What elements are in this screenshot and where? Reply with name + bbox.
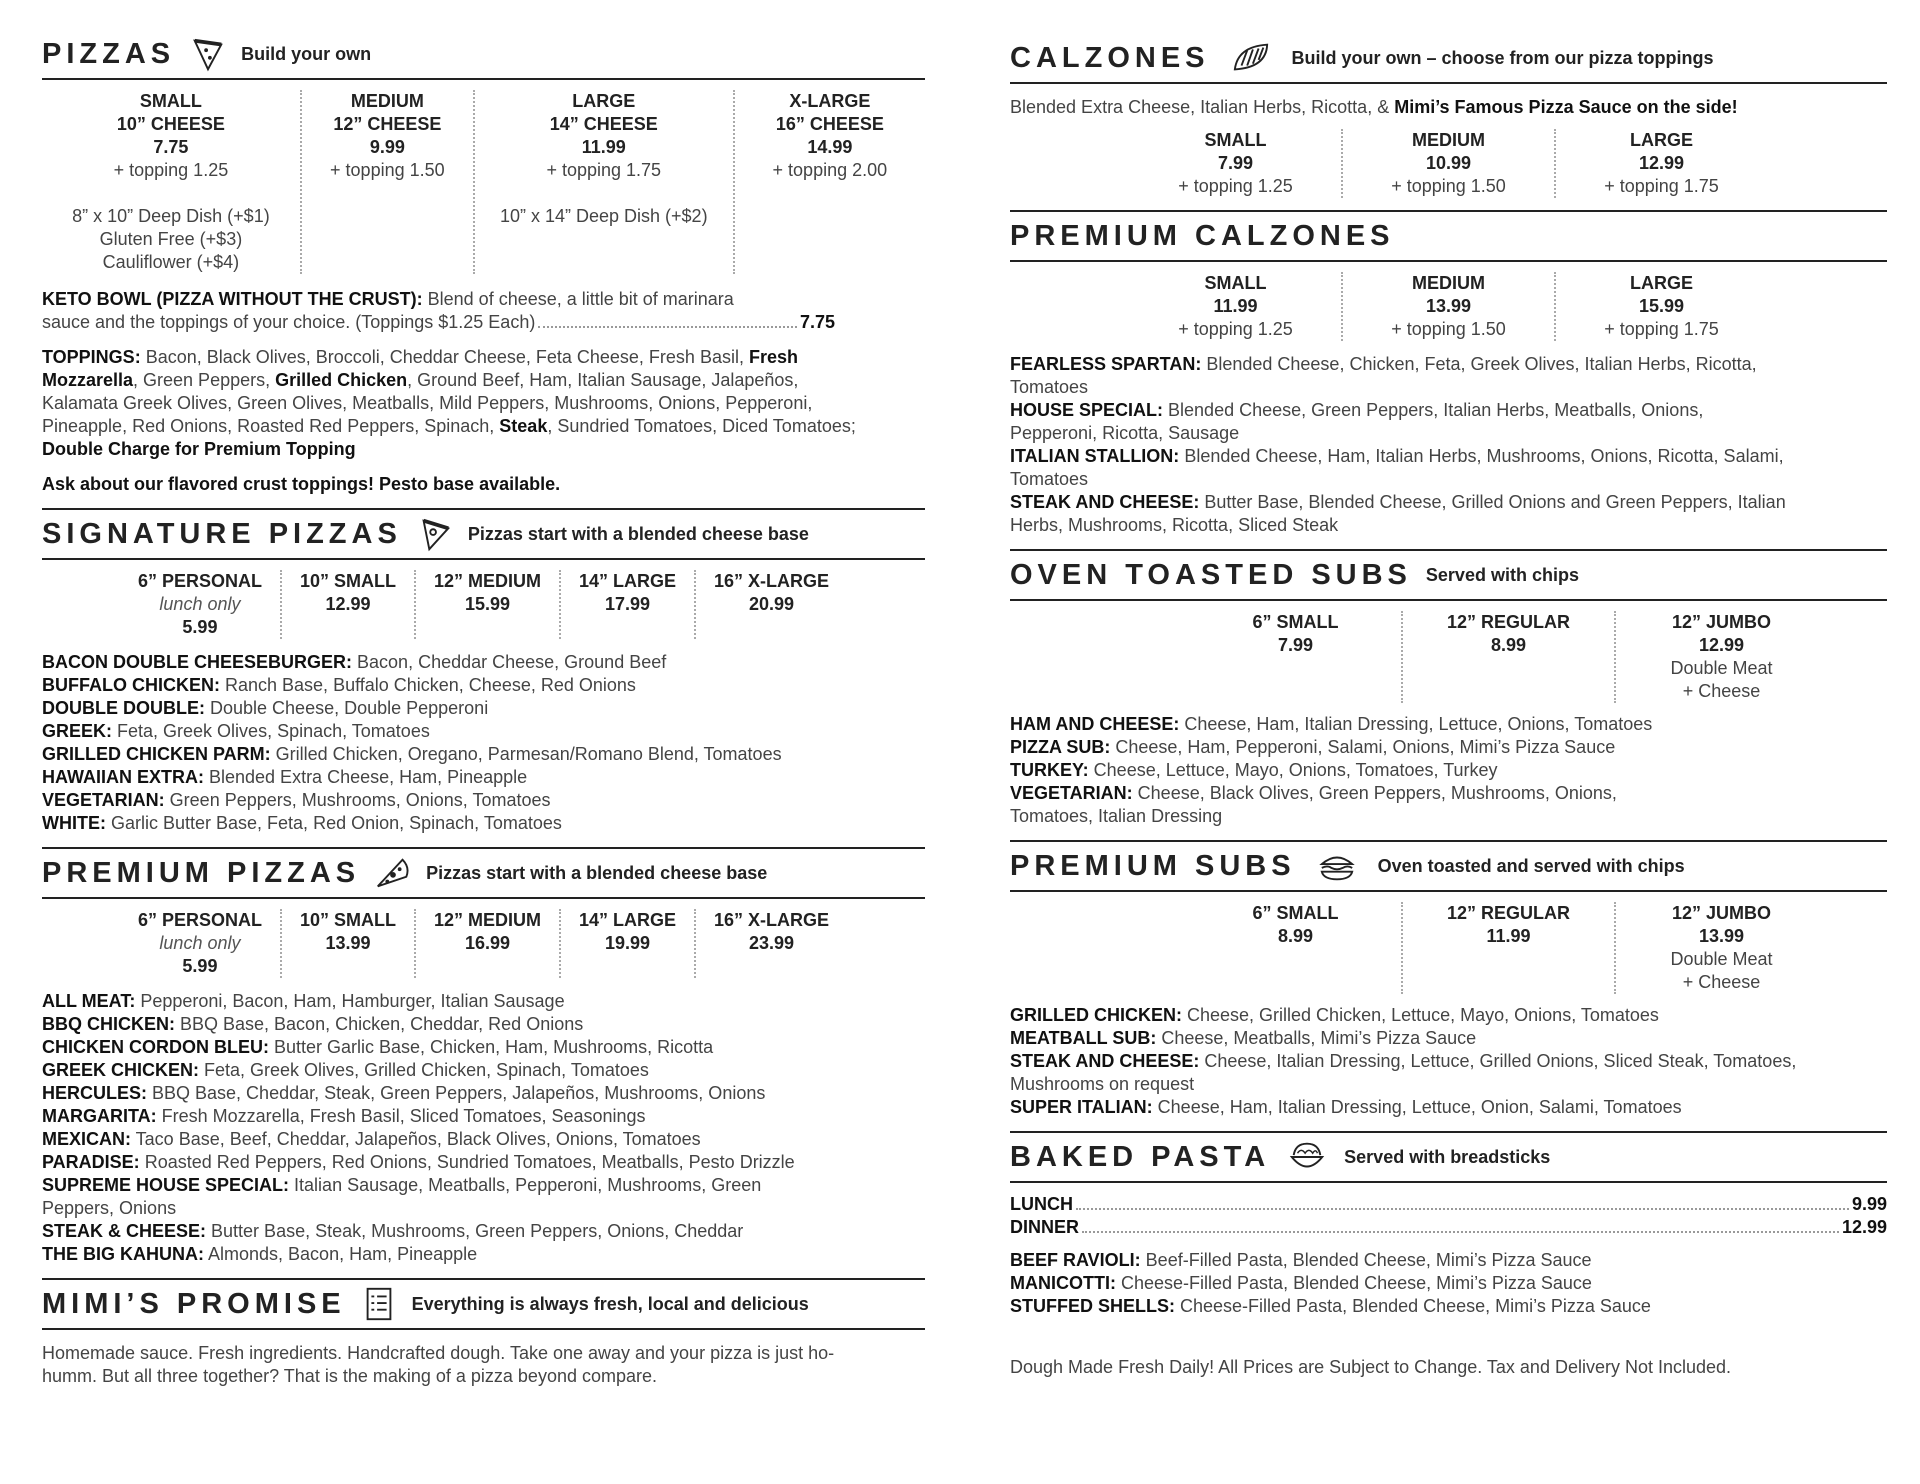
size-price: 12.99 (1638, 153, 1685, 173)
size-name: MEDIUM (1412, 130, 1485, 150)
pizzas-title: PIZZAS (42, 37, 176, 70)
list-item (1010, 1004, 1887, 1027)
item-desc: Blended Cheese, Ham, Italian Herbs, Mushrooms, Onions, Ricotta, Salami, Tomatoes (1010, 446, 1784, 489)
item-name: MEXICAN: (42, 1129, 131, 1149)
size-price: 15.99 (464, 594, 511, 614)
item-name: PARADISE: (42, 1152, 140, 1172)
item-desc: Garlic Butter Base, Feta, Red Onion, Spinach, Tomatoes (105, 813, 562, 833)
item-name: HOUSE SPECIAL: (1010, 400, 1164, 420)
dot-leader (538, 326, 797, 328)
item-name: HAM AND CHEESE: (1010, 714, 1180, 734)
item-name: DOUBLE DOUBLE: (42, 698, 205, 718)
keto-desc-2: sauce and the toppings of your choice. (Toppings $1.25 Each) (42, 312, 536, 332)
topping-price: + topping 1.50 (1391, 176, 1506, 196)
item-desc: Blended Cheese, Chicken, Feta, Greek Olives, Italian Herbs, Ricotta, Tomatoes (1010, 354, 1757, 397)
premium-subs-subtitle: Oven toasted and served with chips (1377, 855, 1685, 876)
item-name: STEAK & CHEESE: (42, 1221, 207, 1241)
list-item (42, 1151, 902, 1174)
footer-note: Dough Made Fresh Daily! All Prices are Subject to Change. Tax and Delivery Not Included. (1010, 1357, 1732, 1377)
size-name: LARGE (1630, 273, 1693, 293)
list-item (42, 1059, 902, 1082)
keto-price-line (42, 311, 925, 334)
item-name: HERCULES: (42, 1083, 148, 1103)
item-desc: Grilled Chicken, Oregano, Parmesan/Romano Blend, Tomatoes (270, 744, 782, 764)
item-desc: Cheese, Grilled Chicken, Lettuce, Mayo, Onions, Tomatoes (1182, 1005, 1659, 1025)
size-name: LARGE (1630, 130, 1693, 150)
premium-calzone-size-small (1130, 272, 1341, 341)
subs-price-grid (1130, 611, 1887, 703)
item-name: HAWAIIAN EXTRA: (42, 767, 204, 787)
item-name: VEGETARIAN: (42, 790, 165, 810)
item-name: BACON DOUBLE CHEESEBURGER: (42, 652, 353, 672)
premium-size-large (559, 909, 694, 978)
size-name: 14” LARGE (579, 910, 677, 930)
item-desc: Cheese, Ham, Pepperoni, Salami, Onions, Mimi’s Pizza Sauce (1110, 737, 1616, 757)
item-name: STEAK AND CHEESE: (1010, 1051, 1200, 1071)
topping-price: + topping 1.75 (546, 160, 662, 180)
item-name: VEGETARIAN: (1010, 783, 1133, 803)
pasta-lunch-line (1010, 1193, 1887, 1216)
pasta-header (1010, 1133, 1887, 1183)
item-desc: Italian Sausage, Meatballs, Pepperoni, Mushrooms, Green Peppers, Onions (42, 1175, 762, 1218)
item-desc: Feta, Greek Olives, Grilled Chicken, Spinach, Tomatoes (199, 1060, 649, 1080)
topping-price: + topping 2.00 (772, 160, 888, 180)
lunch-price: 9.99 (1851, 1194, 1887, 1214)
item-desc: Ranch Base, Buffalo Chicken, Cheese, Red Onions (220, 675, 636, 695)
toppings-bold: Double Charge for Premium Topping (42, 439, 356, 459)
lunch-label: LUNCH (1010, 1194, 1073, 1214)
pizza-slice-icon (189, 35, 227, 73)
toppings-text: , Green Peppers, (133, 370, 276, 390)
crust-note (42, 473, 925, 496)
item-desc: Cheese-Filled Pasta, Blended Cheese, Mimi’s Pizza Sauce (1175, 1296, 1651, 1316)
item-desc: Butter Base, Steak, Mushrooms, Green Peppers, Onions, Cheddar (206, 1221, 744, 1241)
size-name: 14” LARGE (579, 571, 677, 591)
topping-price: + topping 1.25 (113, 160, 229, 180)
dot-leader (1076, 1208, 1849, 1210)
calzones-title: CALZONES (1010, 41, 1210, 74)
item-name: STEAK AND CHEESE: (1010, 492, 1200, 512)
item-desc: Almonds, Bacon, Ham, Pineapple (204, 1244, 478, 1264)
item-desc: Cheese, Ham, Italian Dressing, Lettuce, Onion, Salami, Tomatoes (1152, 1097, 1682, 1117)
item-desc: Green Peppers, Mushrooms, Onions, Tomatoes (164, 790, 551, 810)
size-label: 10” CHEESE (116, 114, 225, 134)
size-name: X-LARGE (789, 91, 871, 111)
item-name: STUFFED SHELLS: (1010, 1296, 1175, 1316)
list-item (42, 651, 925, 674)
size-price: 7.75 (153, 137, 189, 157)
list-item (1010, 713, 1750, 736)
premium-size-medium (414, 909, 559, 978)
dot-leader (1082, 1231, 1839, 1233)
calzone-size-large (1554, 129, 1767, 198)
pizza-size-large (473, 90, 733, 274)
size-name: 12” MEDIUM (433, 910, 541, 930)
calzone-size-small (1130, 129, 1341, 198)
premium-calzones-items (1010, 353, 1830, 537)
premium-subs-header (1010, 842, 1887, 892)
list-item (42, 743, 925, 766)
calzones-price-grid (1010, 129, 1887, 198)
list-item (42, 812, 925, 835)
item-name: GREEK: (42, 721, 113, 741)
item-desc: Cheese, Black Olives, Green Peppers, Mushrooms, Onions, Tomatoes, Italian Dressing (1010, 783, 1617, 826)
size-price: 23.99 (749, 933, 795, 953)
list-item (1010, 399, 1730, 445)
extra-option: 10” x 14” Deep Dish (+$2) (499, 206, 708, 226)
size-price: 14.99 (807, 137, 853, 157)
premium-items (42, 990, 902, 1266)
promise-subtitle: Everything is always fresh, local and delicious (411, 1293, 809, 1314)
sandwich-icon (1310, 847, 1364, 885)
toppings-bold: Fresh Mozzarella (42, 347, 799, 390)
signature-items (42, 651, 925, 835)
topping-price: + topping 1.25 (1178, 176, 1293, 196)
list-item (1010, 1096, 1887, 1119)
size-note: lunch only (159, 933, 241, 953)
signature-size-xlarge (694, 570, 847, 639)
list-item (1010, 353, 1830, 399)
size-price: 15.99 (1638, 296, 1685, 316)
topping-price: + topping 1.50 (1391, 319, 1506, 339)
list-item (42, 720, 925, 743)
item-desc: Cheese, Italian Dressing, Lettuce, Grilled Onions, Sliced Steak, Tomatoes, Mushrooms on request (1010, 1051, 1797, 1094)
item-name: ALL MEAT: (42, 991, 136, 1011)
extra-option: Cauliflower (+$4) (102, 252, 240, 272)
item-desc: Blended Cheese, Green Peppers, Italian Herbs, Meatballs, Onions, Pepperoni, Ricotta, Sausage (1010, 400, 1704, 443)
size-name: 12” JUMBO (1671, 612, 1772, 632)
size-name: 6” PERSONAL (137, 910, 262, 930)
size-name: 10” SMALL (299, 571, 396, 591)
size-price: 5.99 (182, 956, 218, 976)
subs-title: OVEN TOASTED SUBS (1010, 558, 1412, 591)
item-desc: Cheese, Ham, Italian Dressing, Lettuce, Onions, Tomatoes (1179, 714, 1653, 734)
premium-size-personal (120, 909, 280, 978)
size-price: 7.99 (1217, 153, 1254, 173)
calzones-desc-text: Blended Extra Cheese, Italian Herbs, Ricotta, & (1010, 97, 1395, 117)
premium-sub-size-jumbo (1614, 902, 1827, 994)
item-desc: Blended Extra Cheese, Ham, Pineapple (204, 767, 528, 787)
size-note: + Cheese (1682, 972, 1761, 992)
item-desc: Pepperoni, Bacon, Ham, Hamburger, Italian Sausage (135, 991, 565, 1011)
pasta-title: BAKED PASTA (1010, 1140, 1271, 1173)
pasta-bowl-icon (1284, 1138, 1330, 1176)
signature-header (42, 510, 925, 560)
size-name: LARGE (572, 91, 636, 111)
size-name: 6” SMALL (1252, 903, 1339, 923)
size-name: SMALL (139, 91, 202, 111)
list-item (42, 1243, 902, 1266)
pasta-items (1010, 1249, 1887, 1318)
toppings-bold: Steak (499, 416, 548, 436)
size-note: lunch only (159, 594, 241, 614)
item-name: SUPER ITALIAN: (1010, 1097, 1153, 1117)
premium-subs-price-grid (1130, 902, 1887, 994)
pizza-size-xlarge (733, 90, 925, 274)
checklist-icon (360, 1285, 398, 1323)
size-name: 12” REGULAR (1446, 612, 1571, 632)
size-price: 8.99 (1490, 635, 1527, 655)
list-item (1010, 782, 1700, 828)
item-desc: Fresh Mozzarella, Fresh Basil, Sliced Tomatoes, Seasonings (156, 1106, 646, 1126)
calzone-size-medium (1341, 129, 1554, 198)
item-name: GREEK CHICKEN: (42, 1060, 200, 1080)
premium-subs-title: PREMIUM SUBS (1010, 849, 1296, 882)
extra-option: Gluten Free (+$3) (99, 229, 243, 249)
premium-calzones-price-grid (1010, 272, 1887, 341)
item-desc: BBQ Base, Bacon, Chicken, Cheddar, Red Onions (175, 1014, 584, 1034)
item-desc: Butter Base, Blended Cheese, Grilled Onions and Green Peppers, Italian Herbs, Mushrooms, Ricotta, Sliced Steak (1010, 492, 1786, 535)
topping-price: + topping 1.75 (1604, 319, 1719, 339)
topping-price: + topping 1.25 (1178, 319, 1293, 339)
premium-sub-size-regular (1401, 902, 1614, 994)
size-price: 20.99 (749, 594, 795, 614)
size-price: 12.99 (325, 594, 371, 614)
sub-size-small (1190, 611, 1401, 703)
pizzas-price-grid (42, 90, 925, 274)
premium-calzones-header (1010, 212, 1887, 262)
signature-size-small (280, 570, 414, 639)
left-column (42, 30, 925, 1388)
item-desc: Roasted Red Peppers, Red Onions, Sundried Tomatoes, Meatballs, Pesto Drizzle (139, 1152, 795, 1172)
item-desc: Double Cheese, Double Pepperoni (205, 698, 489, 718)
list-item (42, 1013, 902, 1036)
calzones-subtitle: Build your own – choose from our pizza toppings (1291, 47, 1714, 68)
list-item (42, 789, 925, 812)
list-item (42, 766, 925, 789)
premium-title: PREMIUM PIZZAS (42, 856, 361, 889)
premium-size-small (280, 909, 414, 978)
item-name: FEARLESS SPARTAN: (1010, 354, 1202, 374)
signature-size-personal (120, 570, 280, 639)
size-name: SMALL (1204, 273, 1267, 293)
item-name: GRILLED CHICKEN PARM: (42, 744, 271, 764)
size-name: 12” REGULAR (1446, 903, 1571, 923)
size-price: 19.99 (604, 933, 651, 953)
item-name: THE BIG KAHUNA: (42, 1244, 204, 1264)
item-name: MEATBALL SUB: (1010, 1028, 1157, 1048)
dinner-label: DINNER (1010, 1217, 1080, 1237)
item-name: ITALIAN STALLION: (1010, 446, 1180, 466)
list-item (1010, 1050, 1887, 1096)
promise-title: MIMI’S PROMISE (42, 1287, 346, 1320)
item-name: PIZZA SUB: (1010, 737, 1111, 757)
list-item (42, 1220, 902, 1243)
sub-size-regular (1401, 611, 1614, 703)
pizza-icon (374, 854, 412, 892)
pizzas-subtitle: Build your own (241, 43, 372, 64)
size-name: 12” JUMBO (1671, 903, 1772, 923)
size-price: 8.99 (1277, 926, 1314, 946)
size-price: 10.99 (1425, 153, 1472, 173)
calzones-desc (1010, 96, 1887, 119)
promise-text: Homemade sauce. Fresh ingredients. Handcrafted dough. Take one away and your pizza is just ho-humm. But all three together? That is the making of a pizza beyond compare. (42, 1343, 835, 1386)
pizzas-header (42, 30, 925, 80)
list-item (1010, 1027, 1887, 1050)
size-note: Double Meat (1670, 949, 1773, 969)
topping-price: + topping 1.50 (330, 160, 445, 180)
list-item (42, 990, 902, 1013)
size-note: Double Meat (1670, 658, 1773, 678)
toppings-list (42, 346, 862, 461)
pasta-subtitle: Served with breadsticks (1344, 1146, 1551, 1167)
item-name: BEEF RAVIOLI: (1010, 1250, 1141, 1270)
size-name: 16” X-LARGE (714, 910, 830, 930)
item-name: WHITE: (42, 813, 106, 833)
size-label: 14” CHEESE (549, 114, 658, 134)
list-item (42, 1082, 902, 1105)
pasta-dinner-line (1010, 1216, 1887, 1239)
size-name: MEDIUM (350, 91, 424, 111)
list-item (1010, 491, 1830, 537)
signature-price-grid (42, 570, 925, 639)
item-desc: Cheese, Lettuce, Mayo, Onions, Tomatoes, Turkey (1088, 760, 1498, 780)
item-name: GRILLED CHICKEN: (1010, 1005, 1182, 1025)
right-column (1010, 34, 1887, 1379)
item-name: TURKEY: (1010, 760, 1089, 780)
size-price: 5.99 (182, 617, 218, 637)
premium-subtitle: Pizzas start with a blended cheese base (426, 862, 768, 883)
premium-price-grid (42, 909, 925, 978)
size-label: 16” CHEESE (775, 114, 884, 134)
list-item (1010, 1249, 1887, 1272)
size-label: 12” CHEESE (333, 114, 442, 134)
item-name: SUPREME HOUSE SPECIAL: (42, 1175, 290, 1195)
size-price: 13.99 (1425, 296, 1472, 316)
size-price: 13.99 (325, 933, 371, 953)
item-name: CHICKEN CORDON BLEU: (42, 1037, 269, 1057)
list-item (1010, 759, 1750, 782)
extra-option: 8” x 10” Deep Dish (+$1) (72, 206, 270, 226)
item-desc: Taco Base, Beef, Cheddar, Jalapeños, Black Olives, Onions, Tomatoes (131, 1129, 701, 1149)
crust-note-text: Ask about our flavored crust toppings! Pesto base available. (42, 474, 561, 494)
item-desc: Butter Garlic Base, Chicken, Ham, Mushrooms, Ricotta (269, 1037, 714, 1057)
dinner-price: 12.99 (1841, 1217, 1887, 1237)
signature-title: SIGNATURE PIZZAS (42, 517, 402, 550)
premium-calzone-size-large (1554, 272, 1767, 341)
item-name: MARGARITA: (42, 1106, 157, 1126)
size-price: 7.99 (1277, 635, 1314, 655)
list-item (42, 674, 925, 697)
item-desc: Feta, Greek Olives, Spinach, Tomatoes (112, 721, 430, 741)
subs-header (1010, 551, 1887, 601)
pasta-prices (1010, 1193, 1887, 1239)
item-name: BUFFALO CHICKEN: (42, 675, 220, 695)
list-item (1010, 736, 1750, 759)
size-name: MEDIUM (1412, 273, 1485, 293)
pizza-size-small (42, 90, 300, 274)
pizza-size-medium (300, 90, 473, 274)
item-name: BBQ CHICKEN: (42, 1014, 175, 1034)
item-desc: Cheese, Meatballs, Mimi’s Pizza Sauce (1156, 1028, 1477, 1048)
size-name: 10” SMALL (299, 910, 396, 930)
keto-name: KETO BOWL (PIZZA WITHOUT THE CRUST): (42, 289, 423, 309)
item-desc: Bacon, Cheddar Cheese, Ground Beef (352, 652, 667, 672)
list-item (42, 1128, 902, 1151)
list-item (42, 697, 925, 720)
list-item (42, 1036, 902, 1059)
toppings-text: Bacon, Black Olives, Broccoli, Cheddar Cheese, Feta Cheese, Fresh Basil, (140, 347, 744, 367)
premium-calzone-size-medium (1341, 272, 1554, 341)
item-name: MANICOTTI: (1010, 1273, 1116, 1293)
list-item (1010, 1272, 1887, 1295)
list-item (1010, 445, 1830, 491)
size-price: 11.99 (1486, 926, 1531, 946)
pizza-slice-icon (416, 515, 454, 553)
sub-size-jumbo (1614, 611, 1827, 703)
size-price: 13.99 (1698, 926, 1745, 946)
size-name: 6” PERSONAL (137, 571, 262, 591)
size-note: + Cheese (1682, 681, 1761, 701)
premium-header (42, 849, 925, 899)
keto-price: 7.75 (799, 312, 835, 332)
toppings-label: TOPPINGS: (42, 347, 141, 367)
calzones-desc-bold: Mimi’s Famous Pizza Sauce on the side! (1394, 97, 1738, 117)
toppings-bold: Grilled Chicken (275, 370, 408, 390)
size-name: SMALL (1204, 130, 1267, 150)
size-price: 9.99 (369, 137, 405, 157)
size-price: 16.99 (464, 933, 511, 953)
item-desc: BBQ Base, Cheddar, Steak, Green Peppers, Jalapeños, Mushrooms, Onions (147, 1083, 766, 1103)
signature-size-large (559, 570, 694, 639)
keto-bowl (42, 288, 925, 311)
premium-subs-items (1010, 1004, 1887, 1119)
toppings-text: , Ground Beef, Ham, Italian Sausage, Jalapeños, Kalamata Greek Olives, Green Olives, Meatballs, Mild Peppers, Mushrooms, Onions, Pepperoni, Pineapple, Red Onions, Roasted Red Peppers, Spinach, (42, 370, 813, 436)
subs-items (1010, 713, 1750, 828)
keto-desc: Blend of cheese, a little bit of marinara (422, 289, 734, 309)
signature-size-medium (414, 570, 559, 639)
size-name: 12” MEDIUM (433, 571, 541, 591)
toppings-text: , Sundried Tomatoes, Diced Tomatoes; (547, 416, 856, 436)
subs-subtitle: Served with chips (1425, 564, 1579, 585)
size-price: 11.99 (581, 137, 626, 157)
list-item (42, 1105, 902, 1128)
item-desc: Cheese-Filled Pasta, Blended Cheese, Mimi’s Pizza Sauce (1115, 1273, 1592, 1293)
list-item (42, 1174, 802, 1220)
premium-calzones-title: PREMIUM CALZONES (1010, 219, 1395, 252)
premium-sub-size-small (1190, 902, 1401, 994)
size-price: 17.99 (604, 594, 651, 614)
size-name: 6” SMALL (1252, 612, 1339, 632)
list-item (1010, 1295, 1887, 1318)
size-name: 16” X-LARGE (714, 571, 830, 591)
topping-price: + topping 1.75 (1604, 176, 1719, 196)
item-desc: Beef-Filled Pasta, Blended Cheese, Mimi’s Pizza Sauce (1140, 1250, 1592, 1270)
size-price: 11.99 (1213, 296, 1258, 316)
calzone-icon (1224, 39, 1278, 77)
premium-size-xlarge (694, 909, 847, 978)
size-price: 12.99 (1698, 635, 1745, 655)
signature-subtitle: Pizzas start with a blended cheese base (467, 523, 809, 544)
promise-header (42, 1280, 925, 1330)
calzones-header (1010, 34, 1887, 84)
